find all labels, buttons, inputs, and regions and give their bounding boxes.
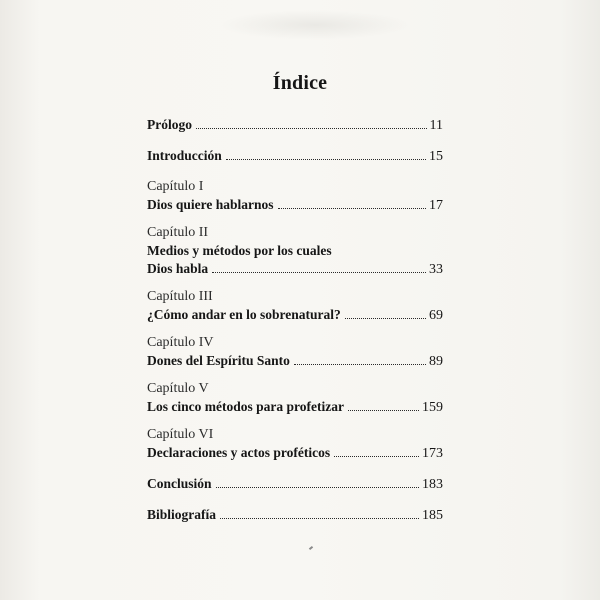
toc-label: Los cinco métodos para profetizar bbox=[147, 399, 344, 414]
toc-entry-capitulo-1 bbox=[147, 178, 443, 215]
toc-row bbox=[147, 398, 443, 417]
dot-leader bbox=[212, 272, 426, 273]
toc-page-number: 183 bbox=[422, 477, 443, 492]
toc-row bbox=[147, 147, 443, 166]
show-through-text bbox=[220, 10, 410, 40]
toc-label-line-1: Medios y métodos por los cuales bbox=[147, 243, 332, 258]
toc-entry-prologo bbox=[147, 116, 443, 135]
toc-entry-capitulo-3 bbox=[147, 288, 443, 325]
toc-page-number: 15 bbox=[429, 149, 443, 164]
chapter-number: Capítulo VI bbox=[147, 427, 214, 442]
toc-row bbox=[147, 306, 443, 325]
toc-label: Dones del Espíritu Santo bbox=[147, 353, 290, 368]
toc-page-number: 69 bbox=[429, 308, 443, 323]
toc-label: Dios quiere hablarnos bbox=[147, 197, 274, 212]
toc-entry-capitulo-4 bbox=[147, 334, 443, 371]
dot-leader bbox=[278, 208, 426, 209]
toc-row bbox=[147, 475, 443, 494]
toc-page-number: 11 bbox=[429, 118, 443, 133]
toc-label: ¿Cómo andar en lo sobrenatural? bbox=[147, 307, 341, 322]
dot-leader bbox=[216, 487, 419, 488]
dot-leader bbox=[294, 364, 426, 365]
dot-leader bbox=[345, 318, 426, 319]
dot-leader bbox=[226, 159, 426, 160]
dot-leader bbox=[220, 518, 419, 519]
toc-entry-capitulo-5 bbox=[147, 380, 443, 417]
toc-page-number: 159 bbox=[422, 400, 443, 415]
toc-entry-conclusion bbox=[147, 475, 443, 494]
toc-page-number: 185 bbox=[422, 508, 443, 523]
toc-label: Conclusión bbox=[147, 476, 212, 491]
dot-leader bbox=[196, 128, 427, 129]
toc-entry-capitulo-6 bbox=[147, 426, 443, 463]
toc-label: Introducción bbox=[147, 148, 222, 163]
toc-page-number: 89 bbox=[429, 354, 443, 369]
chapter-number: Capítulo IV bbox=[147, 335, 214, 350]
dot-leader bbox=[348, 410, 419, 411]
toc-row bbox=[147, 196, 443, 215]
toc-page-number: 33 bbox=[429, 262, 443, 277]
toc-label: Declaraciones y actos proféticos bbox=[147, 445, 331, 460]
chapter-number: Capítulo V bbox=[147, 381, 209, 396]
toc-label: Bibliografía bbox=[147, 507, 217, 522]
toc-entry-introduccion bbox=[147, 147, 443, 166]
chapter-number: Capítulo I bbox=[147, 179, 204, 194]
chapter-number: Capítulo II bbox=[147, 225, 209, 240]
table-of-contents bbox=[147, 116, 443, 525]
toc-entry-capitulo-2 bbox=[147, 224, 443, 279]
page-title: Índice bbox=[272, 72, 328, 94]
chapter-number: Capítulo III bbox=[147, 289, 213, 304]
toc-row bbox=[147, 506, 443, 525]
paper-speck bbox=[309, 546, 313, 550]
toc-row bbox=[147, 444, 443, 463]
toc-page-number: 17 bbox=[429, 198, 443, 213]
toc-label: Prólogo bbox=[147, 117, 192, 132]
toc-row bbox=[147, 352, 443, 371]
toc-row bbox=[147, 116, 443, 135]
toc-entry-bibliografia bbox=[147, 506, 443, 525]
dot-leader bbox=[334, 456, 419, 457]
toc-label: Dios habla bbox=[147, 261, 209, 276]
toc-row bbox=[147, 260, 443, 279]
toc-page-number: 173 bbox=[422, 446, 443, 461]
